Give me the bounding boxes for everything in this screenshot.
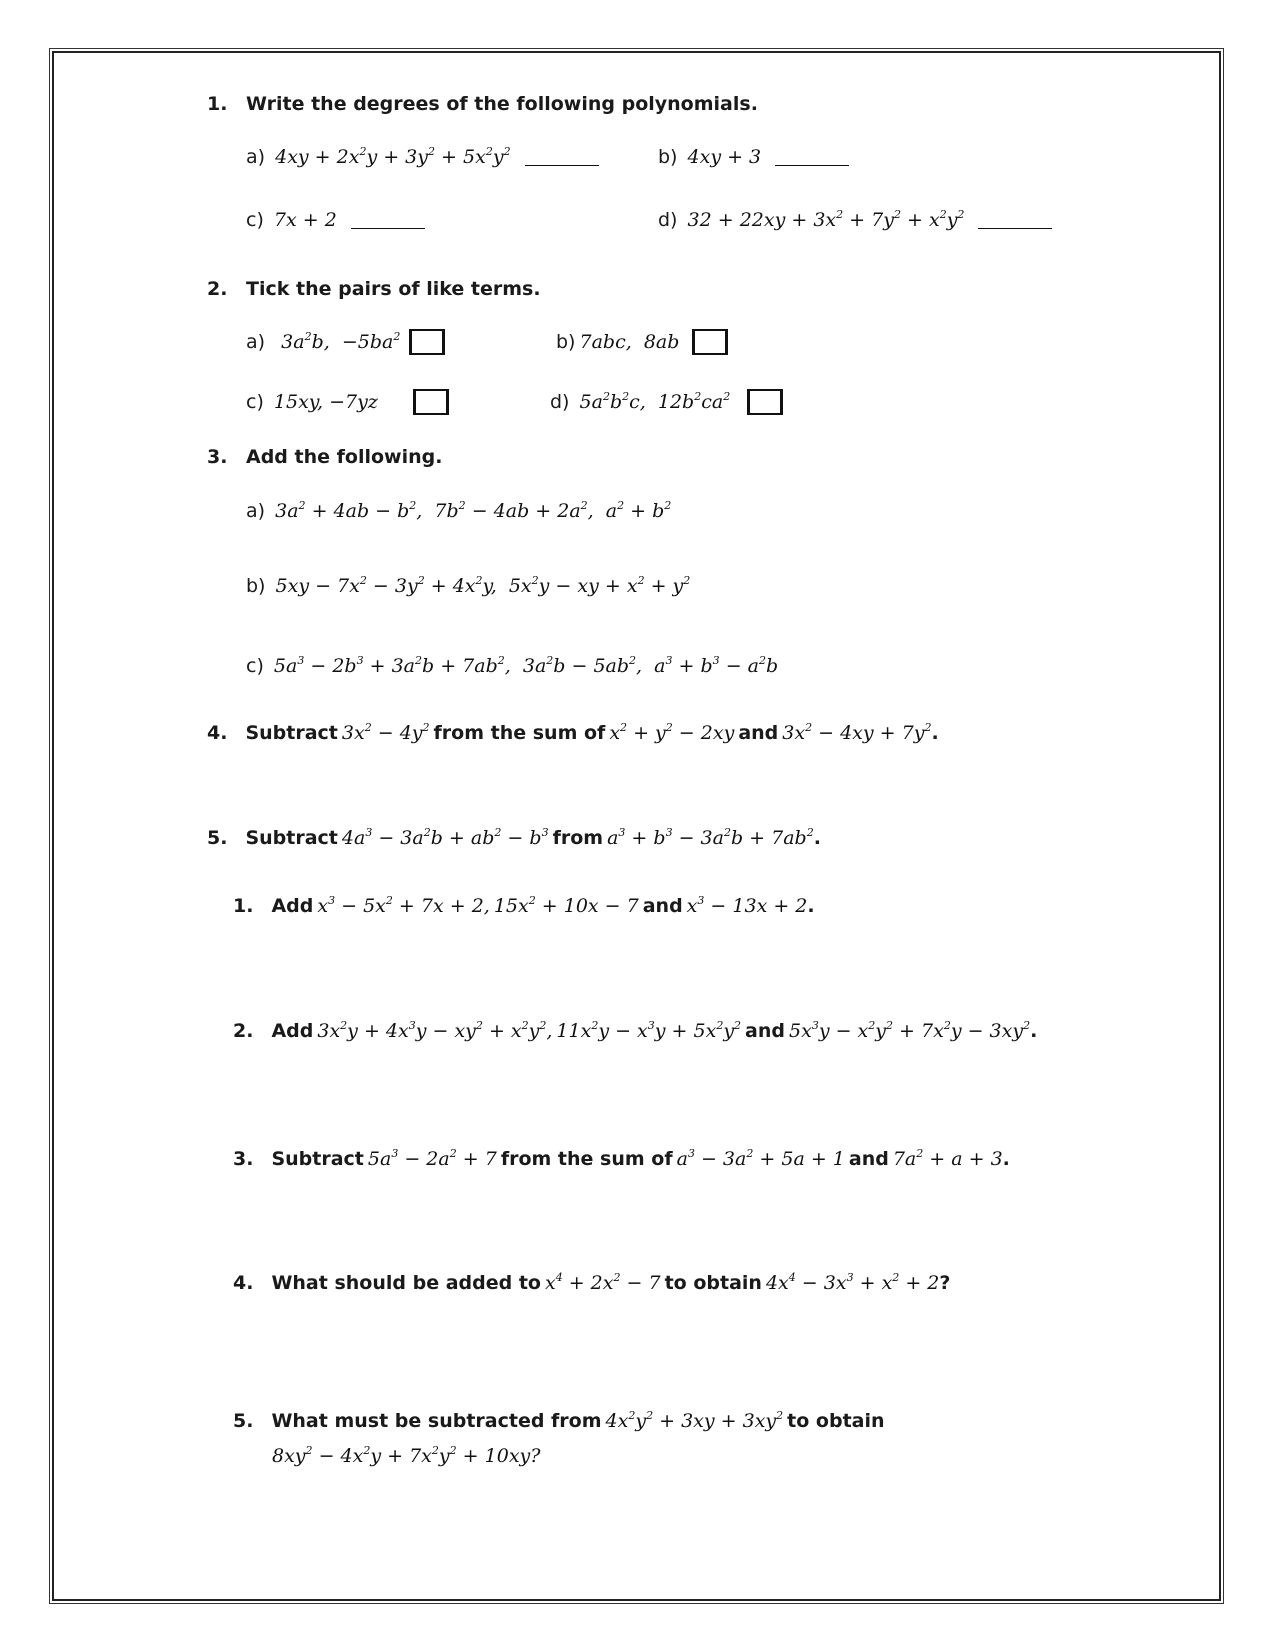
part2-question-5 [233,1410,885,1432]
question-number: 5. [233,1410,254,1432]
polynomial-expression: $x^3 - 5x^2 + 7x + 2$, [317,894,490,917]
question-number: 3. [233,1148,254,1170]
item-3c [246,655,778,677]
item-label: c) [246,655,264,677]
item-3b [246,575,690,597]
polynomial-expression: $4a^3 - 3a^2b + ab^2 - b^3$ [341,826,549,849]
question-number: 4. [233,1272,254,1294]
item-1d [658,209,1052,231]
polynomial-expression: 4xy + 3 [681,146,762,168]
answer-blank[interactable] [525,164,599,166]
question-text: from the sum of [500,1148,673,1170]
polynomial-expression: $11x^2y - x^3y + 5x^2y^2$ [556,1019,742,1042]
term-pair: 15xy, −7yz [267,391,378,413]
question-text: Subtract [245,722,338,744]
polynomial-expression: $3x^2 - 4y^2$ [341,721,430,744]
item-2d [550,391,730,413]
polynomial-expression: $5xy - 7x^2 - 3y^2 + 4x^2y$, $5x^2y$ − xy + $x^2 + y^2$ [269,574,691,597]
polynomial-expression: $8xy^2 - 4x^2y + 7x^2y^2 + 10xy$? [272,1444,541,1467]
part2-question-4 [233,1272,950,1294]
polynomial-expression: $4x^2y^2 + 3xy + 3xy^2$ [605,1409,784,1432]
question-text: and [738,722,779,744]
period: . [813,827,821,849]
polynomial-expression: $7a^2 + a + 3$ [892,1147,1003,1170]
item-label: a) [246,146,266,168]
period: . [931,722,939,744]
question-number: 1. [207,93,228,115]
answer-blank[interactable] [978,227,1052,229]
question-number: 2. [233,1020,254,1042]
item-2c [246,391,378,413]
question-number: 2. [207,278,228,300]
polynomial-expression: $3x^2y + 4x^3y - xy^2 + x^2y^2$, [317,1019,553,1042]
polynomial-expression: $5a^3 - 2b^3 + 3a^2b + 7ab^2$, $3a^2b - 5ab^2$, $a^3 + b^3 - a^2b$ [267,654,779,677]
question-number: 5. [207,827,228,849]
question-text: and [848,1148,889,1170]
polynomial-expression: $x^3 - 13x + 2$ [686,894,808,917]
question-number: 1. [233,895,254,917]
polynomial-expression: $3a^2 + 4ab - b^2$, $7b^2 - 4ab + 2a^2$, $a^2 + b^2$ [269,499,672,522]
question-title: Write the degrees of the following polynomials. [246,93,758,115]
question-text: Subtract [245,827,338,849]
item-2b [556,331,679,353]
term-pair: $5a^2b^2c$, $12b^2ca^2$ [573,390,731,413]
question-text: Add [271,1020,314,1042]
question-number: 3. [207,446,228,468]
question-5 [207,827,821,849]
item-label: a) [246,331,266,353]
item-1b [658,146,849,168]
polynomial-expression: $4xy + 2x^2y + 3y^2 + 5x^2y^2$ [269,145,511,168]
item-label: a) [246,500,266,522]
question-text: and [745,1020,785,1042]
question-text: What should be added to [271,1272,541,1294]
item-label: b) [246,575,266,597]
part2-question-2 [233,1020,1037,1042]
part2-question-5-continued [272,1445,540,1467]
part2-question-3 [233,1148,1010,1170]
answer-blank[interactable] [775,164,849,166]
item-label: b) [658,146,678,168]
term-pair: $3a^2b$, $-5ba^2$ [269,330,401,353]
question-title: Tick the pairs of like terms. [246,278,541,300]
tick-box[interactable] [409,329,445,355]
period: . [1002,1148,1010,1170]
item-1a [246,146,599,168]
question-number: 4. [207,722,228,744]
polynomial-expression: $5a^3 - 2a^2 + 7$ [367,1147,497,1170]
item-3a [246,500,671,522]
question-text: from [552,827,604,849]
question-text: and [642,895,683,917]
item-label: c) [246,391,264,413]
polynomial-expression: $15x^2 + 10x - 7$ [493,894,639,917]
item-label: b) [556,331,576,353]
period: . [1030,1020,1038,1042]
question-4 [207,722,939,744]
tick-box[interactable] [747,389,783,415]
term-pair: 7abc, 8ab [579,331,680,353]
tick-box[interactable] [413,389,449,415]
polynomial-expression: $x^4 + 2x^2 - 7$ [544,1271,661,1294]
period: . [807,895,815,917]
tick-box[interactable] [692,329,728,355]
question-text: Subtract [271,1148,364,1170]
polynomial-expression: $x^2 + y^2 - 2xy$ [609,721,735,744]
polynomial-expression: $4x^4 - 3x^3 + x^2 + 2$ [765,1271,940,1294]
part2-question-1 [233,895,815,917]
question-mark: ? [939,1272,951,1294]
answer-blank[interactable] [351,227,425,229]
item-1c [246,209,425,231]
polynomial-expression: $a^3 - 3a^2 + 5a + 1$ [676,1147,845,1170]
question-title: Add the following. [246,446,443,468]
polynomial-expression: $a^3 + b^3 - 3a^2b + 7ab^2$ [607,826,814,849]
question-text: to obtain [787,1410,885,1432]
item-2a [246,331,400,353]
question-text: from the sum of [433,722,606,744]
question-text: What must be subtracted from [271,1410,602,1432]
question-text: Add [271,895,314,917]
polynomial-expression: $3x^2 - 4xy + 7y^2$ [782,721,932,744]
item-label: c) [246,209,264,231]
question-text: to obtain [664,1272,762,1294]
item-label: d) [550,391,570,413]
polynomial-expression: $32 + 22xy + 3x^2 + 7y^2 + x^2y^2$ [681,208,965,231]
item-label: d) [658,209,678,231]
polynomial-expression: $5x^3y - x^2y^2 + 7x^2y - 3xy^2$ [789,1019,1031,1042]
polynomial-expression: 7x + 2 [267,209,337,231]
